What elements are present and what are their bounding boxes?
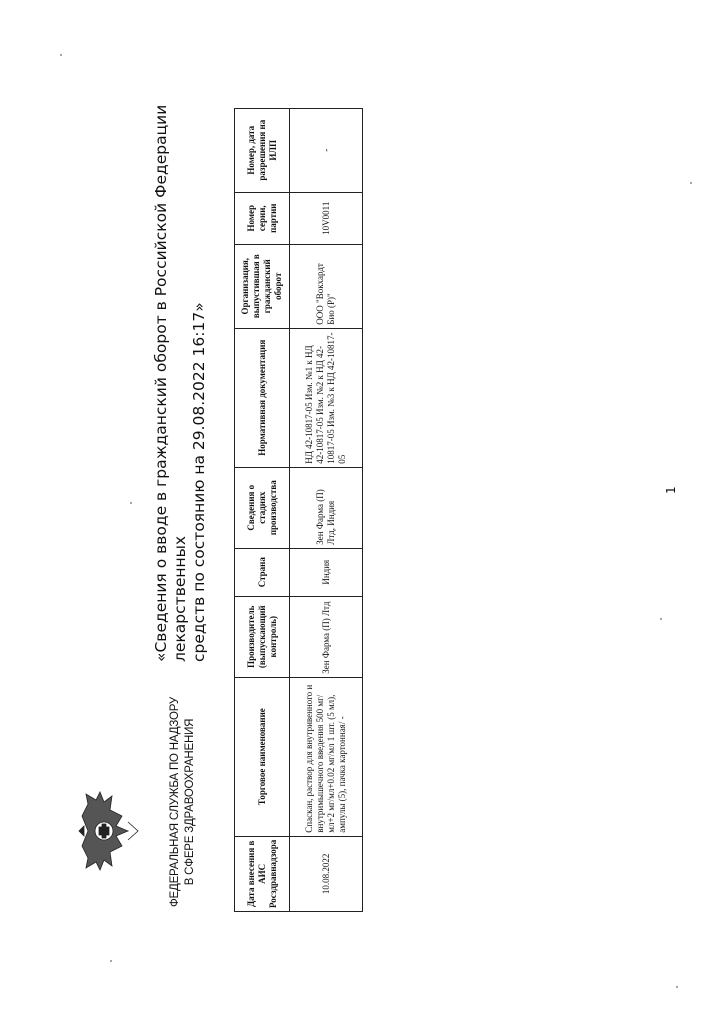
agency-name — [168, 692, 198, 912]
cell-manufacturer: Зен Фарма (П) Лтд — [290, 596, 363, 677]
registry-table — [234, 108, 363, 912]
column-header: Дата внесения в АИС Росздравнадзора — [235, 836, 290, 911]
cell-permit: - — [290, 108, 363, 192]
column-header: Нормативная документация — [235, 328, 290, 467]
scan-speck — [690, 182, 692, 184]
column-header: Номер, дата разрешения на ИЛП — [235, 108, 290, 192]
cell-stages: Зен Фарма (П) Лтд, Индия — [290, 467, 363, 548]
table-header-row — [235, 108, 290, 911]
cell-trade-name: Спаскан, раствор для внутривенного и внутримышечного введения 500 мг/мл+2 мг/мл+0.02 мг/мл 1 шт. (5 мл), ампулы (5), пачка картонная/ - — [290, 677, 363, 836]
cell-country: Индия — [290, 548, 363, 596]
cell-series: 10V0011 — [290, 192, 363, 244]
column-header: Торговое наименование — [235, 677, 290, 836]
scan-speck — [660, 618, 662, 620]
cell-organization: ООО "Вокхардт Био (Р)" — [290, 244, 363, 328]
scan-speck — [110, 960, 112, 962]
table-row — [290, 108, 363, 911]
column-header: Страна — [235, 548, 290, 596]
scan-speck — [676, 986, 678, 988]
column-header: Номер серии, партии — [235, 192, 290, 244]
cell-docs: НД 42-10817-05 Изм. №1 к НД 42-10817-05 Изм. №2 к НД 42-10817-05 Изм. №3 к НД 42-10817-05 — [290, 328, 363, 467]
document-title — [152, 82, 209, 662]
page-number: 1 — [664, 486, 678, 494]
agency-line-1: ФЕДЕРАЛЬНАЯ СЛУЖБА ПО НАДЗОРУ — [169, 696, 181, 908]
column-header: Сведения о стадиях производства — [235, 467, 290, 548]
emblem-icon — [78, 786, 140, 876]
title-line-2: средств по состоянию на 29.08.2022 16:17» — [190, 302, 208, 662]
scan-speck — [60, 54, 62, 56]
cell-date: 10.08.2022 — [290, 836, 363, 911]
column-header: Производитель (выпускающий контроль) — [235, 596, 290, 677]
title-line-1: «Сведения о вводе в гражданский оборот в Российской Федерации лекарственных — [152, 104, 189, 662]
scan-speck — [130, 502, 132, 504]
agency-line-2: В СФЕРЕ ЗДРАВООХРАНЕНИЯ — [184, 718, 196, 886]
column-header: Организация, выпустившая в гражданский оборот — [235, 244, 290, 328]
